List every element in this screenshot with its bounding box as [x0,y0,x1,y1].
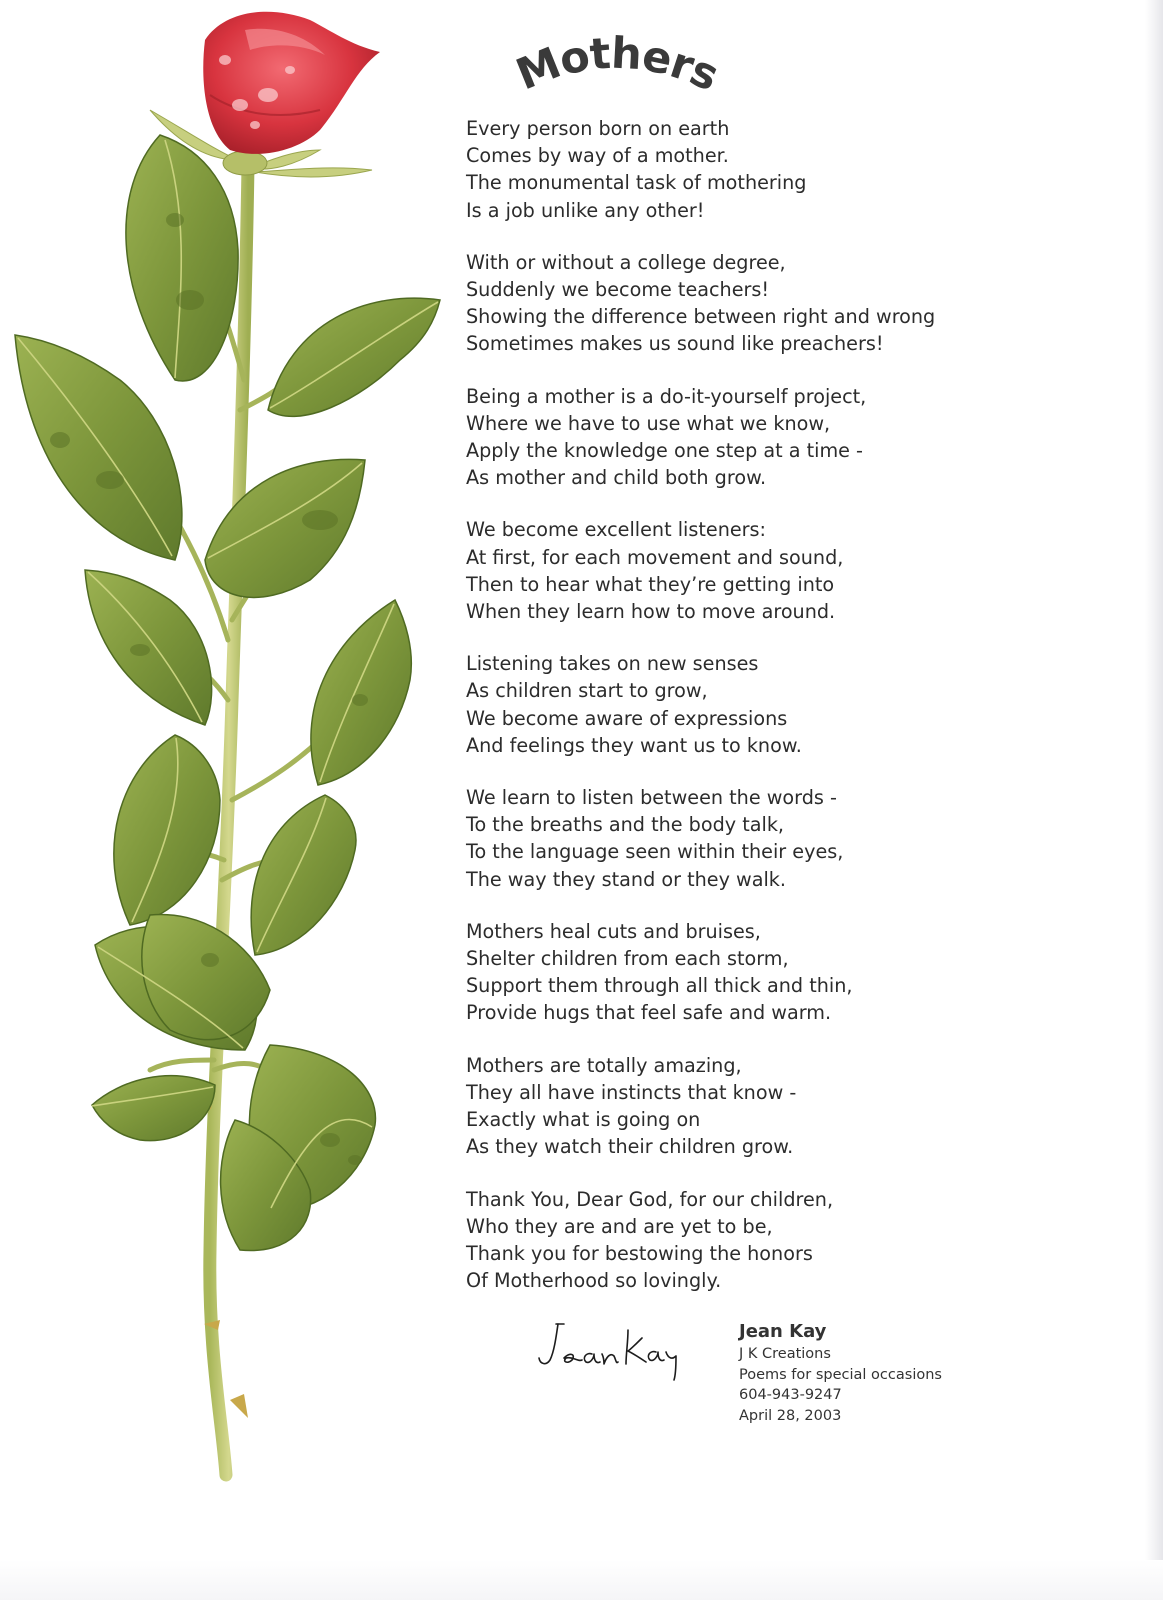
poem-line: Of Motherhood so lovingly. [466,1269,722,1293]
poem-line: Support them through all thick and thin, [466,974,853,998]
poem-line: At first, for each movement and sound, [466,545,844,569]
poem-line: Being a mother is a do-it-yourself project, [466,384,867,408]
poem-line: To the language seen within their eyes, [466,840,844,864]
poem-line: The monumental task of mothering [466,171,807,195]
poem-line: The way they stand or they walk. [466,867,787,891]
stanza [466,1186,1126,1295]
poem-line: Then to hear what they’re getting into [466,572,835,596]
poem-line: We become excellent listeners: [466,518,767,542]
poem-line: Comes by way of a mother. [466,144,729,168]
stanza [466,650,1126,759]
poem-line: When they learn how to move around. [466,600,836,624]
poem-line: Thank you for bestowing the honors [466,1241,813,1265]
author-tagline: Poems for special occasions [739,1366,942,1383]
poem-line: Suddenly we become teachers! [466,278,770,302]
poem-line: Showing the difference between right and wrong [466,305,936,329]
poem-line: Every person born on earth [466,117,730,140]
poem-line: Sometimes makes us sound like preachers! [466,332,884,356]
poem-line: We become aware of expressions [466,706,788,730]
poem-line: And feelings they want us to know. [466,733,802,757]
poem-line: Provide hugs that feel safe and warm. [466,1001,832,1025]
rose-icon [0,0,450,1500]
author-company: J K Creations [739,1346,831,1362]
stanza [466,918,1126,1027]
poem-line: Thank You, Dear God, for our children, [466,1187,834,1211]
poem-line: As children start to grow, [466,679,708,703]
handwritten-signature-icon [536,1318,681,1386]
scan-edge [1145,0,1163,1600]
stanza [466,1052,1126,1161]
stanza [466,115,1126,224]
stanza [466,249,1126,358]
poem-line: Where we have to use what we know, [466,411,831,435]
poem-body [466,115,1126,1319]
page-title-text: Mothers [509,28,726,102]
stanza [466,784,1126,893]
poem-line: Mothers heal cuts and bruises, [466,919,761,943]
poem-line: Listening takes on new senses [466,652,759,676]
poem-line: With or without a college degree, [466,250,786,274]
poem-line: Exactly what is going on [466,1108,701,1132]
author-date: April 28, 2003 [739,1407,842,1424]
scan-bottom [0,1560,1163,1600]
poem-line: We learn to listen between the words - [466,786,837,810]
poem-line: They all have instincts that know - [466,1080,797,1104]
page-title [500,20,730,110]
poem-line: Apply the knowledge one step at a time - [466,439,863,463]
poem-line: As mother and child both grow. [466,466,767,490]
stanza [466,516,1126,625]
poem-line: As they watch their children grow. [466,1135,794,1159]
poem-line: Is a job unlike any other! [466,198,705,222]
poem-line: Mothers are totally amazing, [466,1053,742,1077]
author-name: Jean Kay [739,1321,827,1342]
poem-line: To the breaths and the body talk, [466,813,785,837]
author-phone: 604-943-9247 [739,1387,842,1403]
poem-line: Who they are and are yet to be, [466,1214,773,1238]
stanza [466,383,1126,492]
poem-line: Shelter children from each storm, [466,947,789,971]
author-block [739,1320,1039,1426]
